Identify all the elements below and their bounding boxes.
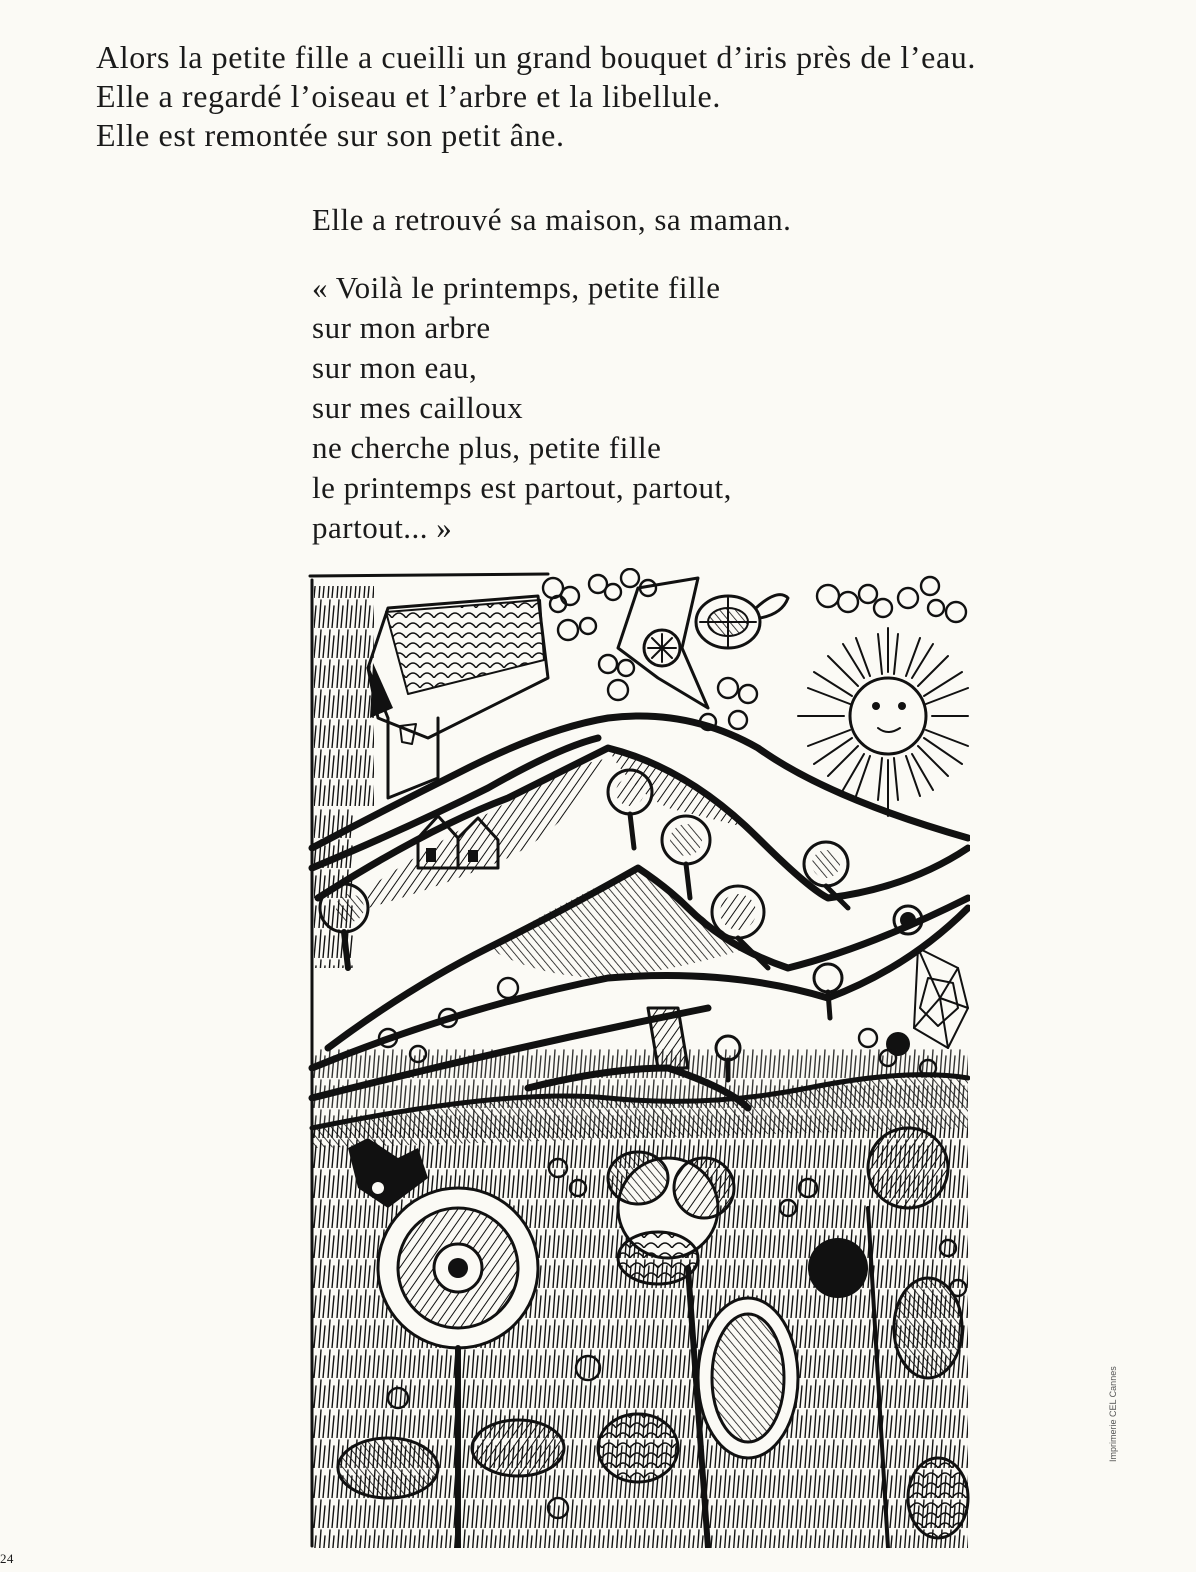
- spider-web: [914, 948, 968, 1048]
- poem-line: partout... »: [312, 510, 453, 545]
- poem-line: ne cherche plus, petite fille: [312, 430, 662, 465]
- bird-drawing: [618, 578, 708, 708]
- intro-line: Alors la petite fille a cueilli un grand bouquet d’iris près de l’eau.: [96, 39, 976, 75]
- poem-line: sur mes cailloux: [312, 390, 524, 425]
- tall-grass: [314, 586, 374, 806]
- spring-landscape-illustration: [308, 568, 970, 1548]
- poem-line: « Voilà le printemps, petite fille: [312, 270, 721, 305]
- poem-line: sur mon eau,: [312, 350, 478, 385]
- page-number: 24: [0, 1551, 14, 1566]
- home-line: Elle a retrouvé sa maison, sa maman.: [312, 202, 792, 237]
- beetle-drawing: [696, 595, 788, 648]
- intro-line: Elle est remontée sur son petit âne.: [96, 117, 565, 153]
- poem-line: sur mon arbre: [312, 310, 491, 345]
- poem: [312, 268, 972, 548]
- intro-line: Elle a regardé l’oiseau et l’arbre et la libellule.: [96, 78, 721, 114]
- printer-note: Imprimerie CEL Cannes: [1108, 1366, 1118, 1462]
- intro-paragraph: [96, 38, 1156, 155]
- poem-line: le printemps est partout, partout,: [312, 470, 732, 505]
